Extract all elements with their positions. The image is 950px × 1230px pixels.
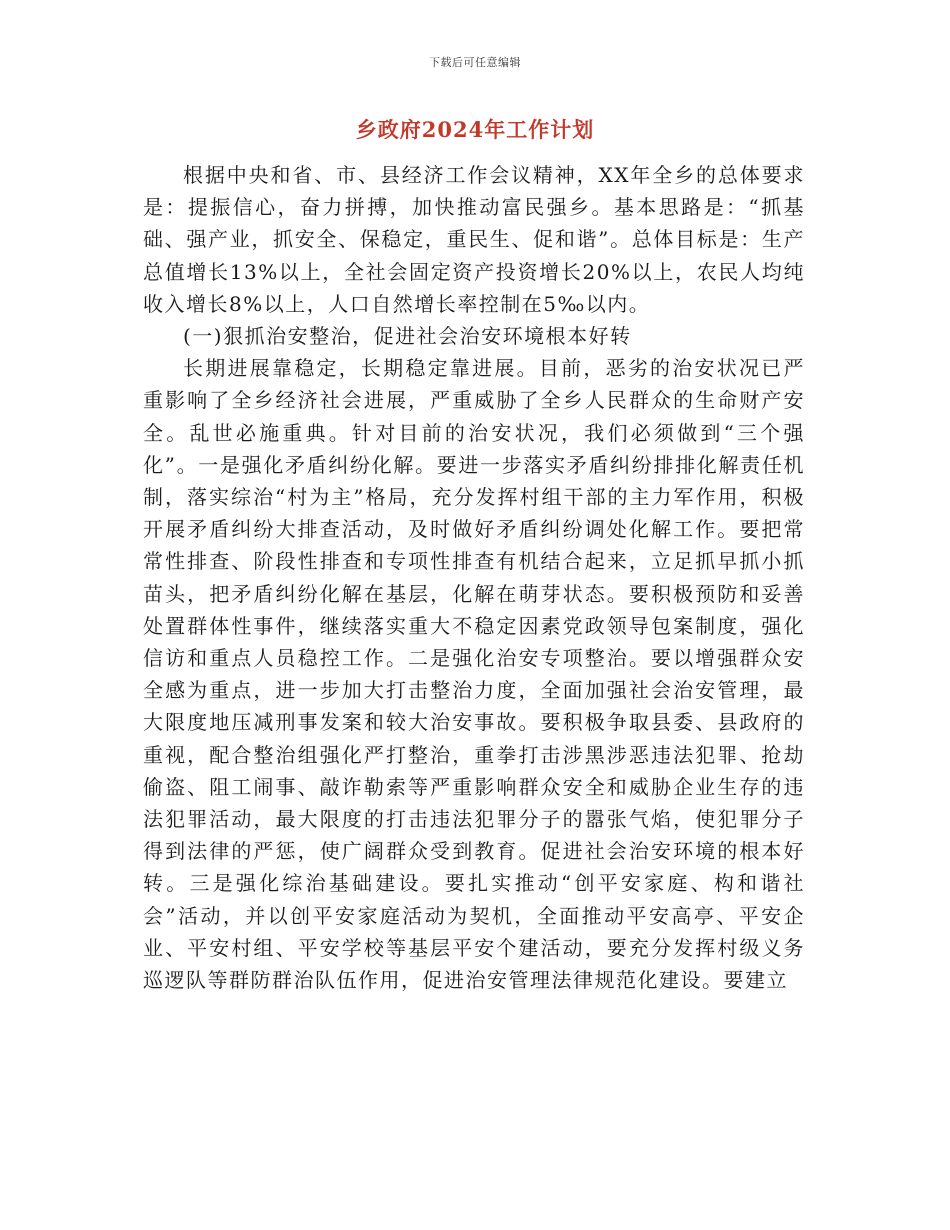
section-paragraph: 长期进展靠稳定，长期稳定靠进展。目前，恶劣的治安状况已严重影响了全乡经济社会进展，严重威胁了全乡人民群众的生命财产安全。乱世必施重典。针对目前的治安状况，我们必须做到“三个强化”。一是强化矛盾纠纷化解。要进一步落实矛盾纠纷排排化解责任机制，落实综治“村为主”格局，充分发挥村组干部的主力军作用，积极开展矛盾纠纷大排查活动，及时做好矛盾纠纷调处化解工作。要把常常性排查、阶段性排查和专项性排查有机结合起来，立足抓早抓小抓苗头，把矛盾纠纷化解在基层，化解在萌芽状态。要积极预防和妥善处置群体性事件，继续落实重大不稳定因素党政领导包案制度，强化信访和重点人员稳控工作。二是强化治安专项整治。要以增强群众安全感为重点，进一步加大打击整治力度，全面加强社会治安管理，最大限度地压减刑事发案和较大治安事故。要积极争取县委、县政府的重视，配合整治组强化严打整治，重拳打击涉黑涉恶违法犯罪、抢劫偷盗、阻工闹事、敲诈勒索等严重影响群众安全和威胁企业生存的违法犯罪活动，最大限度的打击违法犯罪分子的嚣张气焰，使犯罪分子得到法律的严惩，使广阔群众受到教育。促进社会治安环境的根本好转。三是强化综治基础建设。要扎实推动“创平安家庭、构和谐社会”活动，并以创平安家庭活动为契机，全面推动平安高亭、平安企业、平安村组、平安学校等基层平安个建活动，要充分发挥村级义务巡逻队等群防群治队伍作用，促进治安管理法律规范化建设。要建立 <box>143 356 805 993</box>
document-title: 乡政府2024年工作计划 <box>355 117 595 142</box>
section-heading: (一)狠抓治安整治，促进社会治安环境根本好转 <box>183 324 632 349</box>
document-body <box>143 159 805 996</box>
header-note: 下载后可任意编辑 <box>429 56 521 69</box>
intro-paragraph: 根据中央和省、市、县经济工作会议精神，XX年全乡的总体要求是：提振信心，奋力拼搏，加快推动富民强乡。基本思路是：“抓基础、强产业，抓安全、保稳定，重民生、促和谐”。总体目标是：生产总值增长13%以上，全社会固定资产投资增长20%以上，农民人均纯收入增长8%以上，人口自然增长率控制在5‰以内。 <box>143 163 805 316</box>
